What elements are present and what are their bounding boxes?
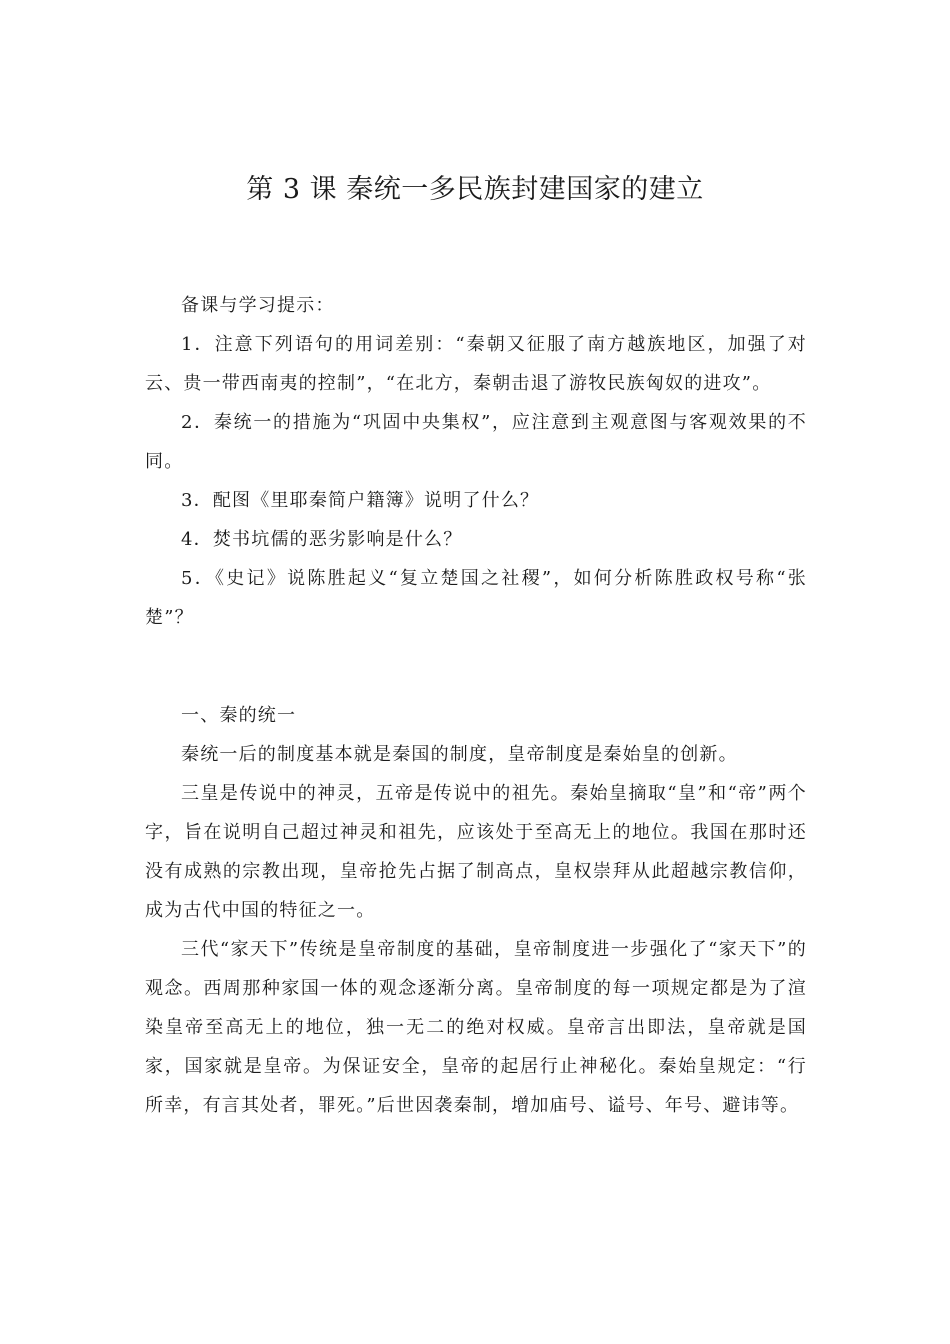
section-heading: 一、秦的统一: [181, 705, 297, 726]
section-paragraph-2: 三皇是传说中的神灵，五帝是传说中的祖先。秦始皇摘取“皇”和“帝”两个字，旨在说明自己超过神灵和祖先，应该处于至高无上的地位。我国在那时还没有成熟的宗教出现，皇帝抢先占据了制高点，皇权崇拜从此超越宗教信仰，成为古代中国的特征之一。: [145, 783, 807, 921]
section-paragraph-3: 三代“家天下”传统是皇帝制度的基础，皇帝制度进一步强化了“家天下”的观念。西周那种家国一体的观念逐渐分离。皇帝制度的每一项规定都是为了渲染皇帝至高无上的地位，独一无二的绝对权威。皇帝言出即法，皇帝就是国家，国家就是皇帝。为保证安全，皇帝的起居行止神秘化。秦始皇规定：“行所幸，有言其处者，罪死。”后世因袭秦制，增加庙号、谥号、年号、避讳等。: [145, 939, 807, 1116]
section-paragraph-1: 秦统一后的制度基本就是秦国的制度，皇帝制度是秦始皇的创新。: [181, 744, 738, 765]
tip-item-4: 4．焚书坑儒的恶劣影响是什么？: [181, 529, 463, 550]
tip-item-5: 5．《史记》说陈胜起义“复立楚国之社稷”，如何分析陈胜政权号称“张楚”？: [145, 568, 807, 628]
document-body: [145, 286, 807, 1125]
section-spacer: [145, 637, 807, 696]
page-title: 第 3 课 秦统一多民族封建国家的建立: [246, 174, 704, 205]
tip-item-2: 2．秦统一的措施为“巩固中央集权”，应注意到主观意图与客观效果的不同。: [145, 412, 807, 472]
tip-item-1: 1．注意下列语句的用词差别：“秦朝又征服了南方越族地区，加强了对云、贵一带西南夷的控制”，“在北方，秦朝击退了游牧民族匈奴的进攻”。: [145, 334, 807, 394]
tips-heading: 备课与学习提示：: [181, 295, 335, 316]
tip-item-3: 3．配图《里耶秦简户籍簿》说明了什么？: [181, 490, 540, 511]
